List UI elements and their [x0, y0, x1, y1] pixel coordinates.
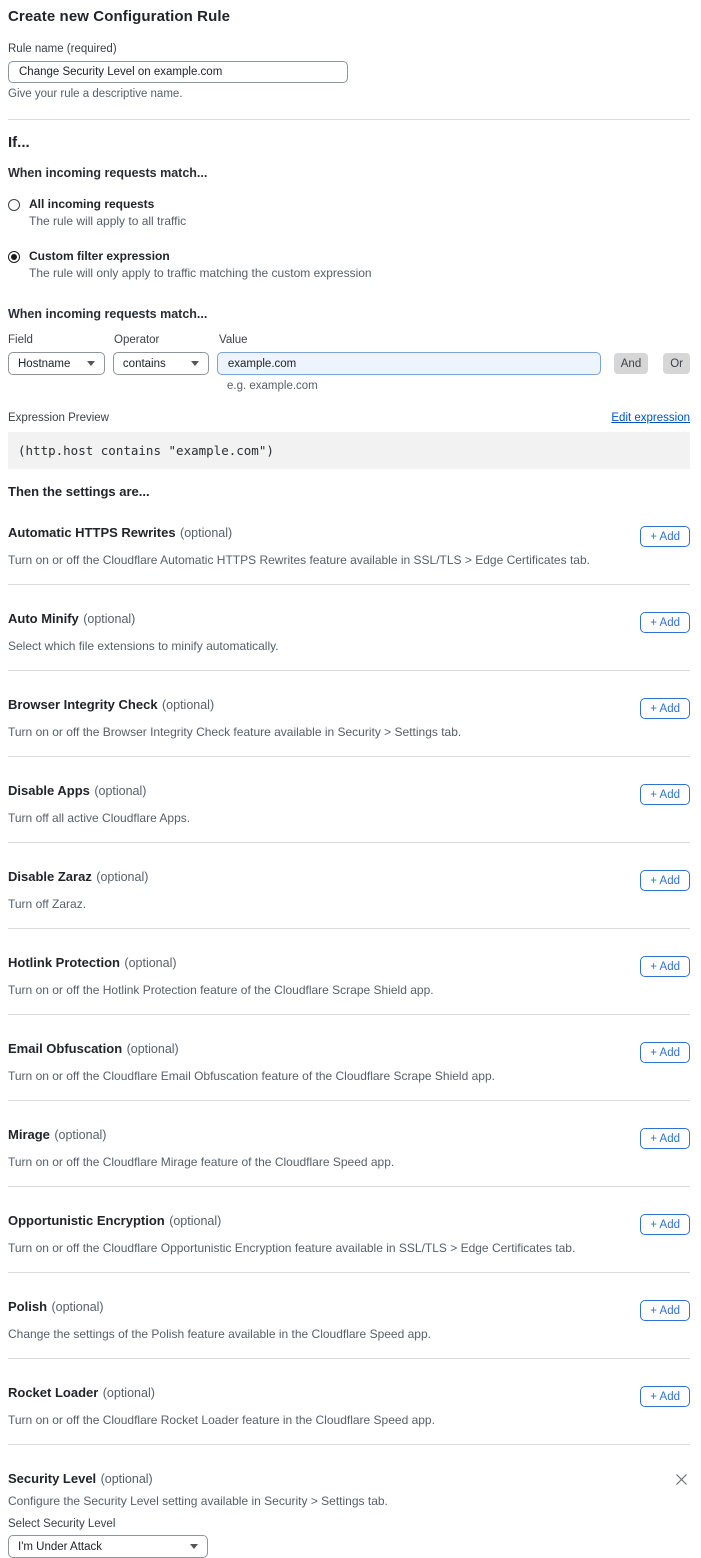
setting-title: Opportunistic Encryption [8, 1213, 165, 1228]
if-heading: If... [8, 134, 30, 151]
setting-title-line [8, 1212, 221, 1230]
add-setting-button[interactable]: + Add [640, 870, 690, 891]
setting-title: Disable Apps [8, 783, 90, 798]
setting-description: Turn on or off the Cloudflare Rocket Loader feature in the Cloudflare Speed app. [8, 1413, 435, 1427]
setting-item [8, 1101, 690, 1187]
setting-item [8, 757, 690, 843]
add-setting-button[interactable]: + Add [640, 956, 690, 977]
expression-builder-row [8, 352, 690, 375]
setting-title: Disable Zaraz [8, 869, 92, 884]
rule-name-input[interactable] [8, 61, 348, 83]
and-button[interactable]: And [614, 353, 648, 374]
builder-heading: When incoming requests match... [8, 307, 208, 321]
radio-custom-filter-expression[interactable] [8, 249, 690, 280]
field-select[interactable]: Hostname [8, 352, 105, 375]
setting-item [8, 1273, 690, 1359]
setting-item [8, 1187, 690, 1273]
setting-description: Turn on or off the Cloudflare Email Obfuscation feature of the Cloudflare Scrape Shield app. [8, 1069, 495, 1083]
setting-item [8, 671, 690, 757]
setting-title: Polish [8, 1299, 48, 1314]
radio-description: The rule will apply to all traffic [29, 214, 187, 228]
setting-title: Email Obfuscation [8, 1041, 123, 1056]
setting-optional-tag: (optional) [51, 1300, 104, 1314]
add-setting-button[interactable]: + Add [640, 1042, 690, 1063]
setting-title: Mirage [8, 1127, 50, 1142]
setting-optional-tag: (optional) [180, 526, 233, 540]
setting-title-line [8, 782, 146, 800]
setting-item-security-level [8, 1445, 690, 1558]
rule-name-label: Rule name (required) [8, 43, 117, 55]
chevron-down-icon [87, 361, 95, 366]
setting-title-line [8, 524, 232, 542]
setting-title-line [8, 954, 177, 972]
setting-description: Select which file extensions to minify automatically. [8, 639, 279, 653]
setting-title-line [8, 696, 214, 714]
add-setting-button[interactable]: + Add [640, 526, 690, 547]
radio-label: Custom filter expression [29, 249, 170, 263]
setting-optional-tag: (optional) [126, 1042, 179, 1056]
setting-optional-tag: (optional) [169, 1214, 222, 1228]
add-setting-button[interactable]: + Add [640, 784, 690, 805]
setting-description: Turn on or off the Hotlink Protection feature of the Cloudflare Scrape Shield app. [8, 983, 434, 997]
setting-optional-tag: (optional) [54, 1128, 107, 1142]
radio-button[interactable] [8, 251, 20, 263]
setting-optional-tag: (optional) [162, 698, 215, 712]
setting-item [8, 1359, 690, 1445]
section-divider [8, 119, 690, 120]
setting-optional-tag: (optional) [102, 1386, 155, 1400]
settings-list [8, 499, 690, 1445]
expression-preview-code: (http.host contains "example.com") [8, 432, 690, 469]
operator-label: Operator [114, 334, 160, 346]
rule-name-group [8, 43, 690, 100]
setting-title-line [8, 1470, 153, 1488]
add-setting-button[interactable]: + Add [640, 698, 690, 719]
remove-setting-button[interactable] [673, 1471, 690, 1488]
setting-item [8, 499, 690, 585]
setting-title-line [8, 868, 148, 886]
builder-column-labels [8, 334, 690, 346]
match-heading: When incoming requests match... [8, 166, 208, 180]
setting-optional-tag: (optional) [96, 870, 149, 884]
setting-description: Turn on or off the Browser Integrity Check feature available in Security > Settings tab. [8, 725, 462, 739]
setting-title-line [8, 1298, 104, 1316]
setting-item [8, 585, 690, 671]
setting-title: Browser Integrity Check [8, 697, 158, 712]
security-level-select-label: Select Security Level [8, 1518, 116, 1530]
radio-button[interactable] [8, 199, 20, 211]
security-level-select[interactable]: I'm Under Attack [8, 1535, 208, 1558]
radio-all-incoming-requests[interactable] [8, 197, 690, 228]
setting-title-line [8, 1384, 155, 1402]
radio-label: All incoming requests [29, 197, 155, 211]
add-setting-button[interactable]: + Add [640, 1300, 690, 1321]
setting-description: Configure the Security Level setting available in Security > Settings tab. [8, 1494, 388, 1508]
setting-title: Automatic HTTPS Rewrites [8, 525, 176, 540]
page-title: Create new Configuration Rule [8, 8, 231, 25]
add-setting-button[interactable]: + Add [640, 612, 690, 633]
add-setting-button[interactable]: + Add [640, 1386, 690, 1407]
setting-description: Turn on or off the Cloudflare Opportunistic Encryption feature available in SSL/TLS > Edge Certificates tab. [8, 1241, 576, 1255]
edit-expression-link[interactable]: Edit expression [611, 412, 690, 424]
chevron-down-icon [191, 361, 199, 366]
chevron-down-icon [190, 1544, 198, 1549]
setting-title: Security Level [8, 1471, 97, 1486]
value-input[interactable] [217, 352, 601, 375]
setting-optional-tag: (optional) [100, 1472, 153, 1486]
value-label: Value [219, 334, 248, 346]
expression-preview-label: Expression Preview [8, 412, 109, 424]
setting-item [8, 1015, 690, 1101]
then-settings-heading: Then the settings are... [8, 484, 150, 499]
setting-title: Auto Minify [8, 611, 79, 626]
field-label: Field [8, 334, 33, 346]
setting-title: Hotlink Protection [8, 955, 120, 970]
or-button[interactable]: Or [663, 353, 690, 374]
setting-optional-tag: (optional) [124, 956, 177, 970]
close-icon [675, 1473, 688, 1486]
setting-description: Change the settings of the Polish feature available in the Cloudflare Speed app. [8, 1327, 431, 1341]
setting-title-line [8, 1040, 179, 1058]
add-setting-button[interactable]: + Add [640, 1214, 690, 1235]
setting-optional-tag: (optional) [94, 784, 147, 798]
add-setting-button[interactable]: + Add [640, 1128, 690, 1149]
setting-title: Rocket Loader [8, 1385, 99, 1400]
setting-item [8, 843, 690, 929]
setting-optional-tag: (optional) [83, 612, 136, 626]
value-helper: e.g. example.com [227, 380, 318, 392]
setting-description: Turn off Zaraz. [8, 897, 87, 911]
setting-title-line [8, 610, 135, 628]
setting-item [8, 929, 690, 1015]
setting-description: Turn off all active Cloudflare Apps. [8, 811, 191, 825]
expression-preview-header [8, 412, 690, 424]
setting-description: Turn on or off the Cloudflare Mirage feature of the Cloudflare Speed app. [8, 1155, 395, 1169]
rule-name-helper: Give your rule a descriptive name. [8, 88, 183, 100]
radio-description: The rule will only apply to traffic matching the custom expression [29, 266, 372, 280]
setting-description: Turn on or off the Cloudflare Automatic HTTPS Rewrites feature available in SSL/TLS > Edge Certificates tab. [8, 553, 590, 567]
setting-title-line [8, 1126, 106, 1144]
operator-select[interactable]: contains [113, 352, 209, 375]
